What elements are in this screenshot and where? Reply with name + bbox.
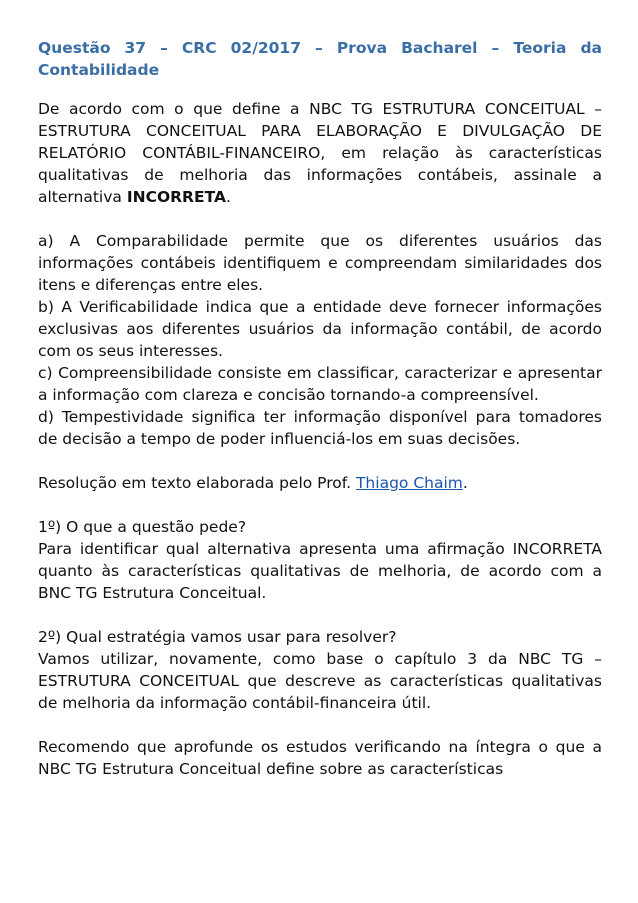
spacer [38, 450, 602, 472]
question-emphasis: INCORRETA [126, 188, 226, 206]
recommendation-text: Recomendo que aprofunde os estudos verificando na íntegra o que a NBC TG Estrutura Conceitual define sobre as características [38, 738, 602, 778]
resolution-prefix: Resolução em texto elaborada pelo Prof. [38, 474, 356, 492]
spacer [38, 604, 602, 626]
resolution-suffix: . [462, 474, 468, 492]
step1-body: Para identificar qual alternativa apresenta uma afirmação INCORRETA quanto às características qualitativas de melhoria, de acordo com a BNC TG Estrutura Conceitual. [38, 540, 602, 602]
spacer [38, 494, 602, 516]
spacer [38, 208, 602, 230]
author-link[interactable]: Thiago Chaim [355, 474, 463, 492]
question-text: De acordo com o que define a NBC TG ESTRUTURA CONCEITUAL – ESTRUTURA CONCEITUAL PARA ELABORAÇÃO E DIVULGAÇÃO DE RELATÓRIO CONTÁBIL-FINANCEIRO, em relação às características qualitativas de melhoria das informações contábeis, assinale a alternativa [38, 100, 602, 206]
spacer [38, 714, 602, 736]
option-b: b) A Verificabilidade indica que a entidade deve fornecer informações exclusivas aos diferentes usuários da informação contábil, de acordo com os seus interesses. [38, 298, 602, 360]
question-statement [38, 98, 602, 208]
option-d: d) Tempestividade significa ter informação disponível para tomadores de decisão a tempo de poder influenciá-los em suas decisões. [38, 408, 602, 448]
question-end: . [225, 188, 231, 206]
resolution-credit [38, 472, 602, 494]
step1-heading: 1º) O que a questão pede? [38, 518, 247, 536]
step2-heading: 2º) Qual estratégia vamos usar para resolver? [38, 628, 397, 646]
step2-body: Vamos utilizar, novamente, como base o capítulo 3 da NBC TG – ESTRUTURA CONCEITUAL que descreve as características qualitativas de melhoria da informação contábil-financeira útil. [38, 650, 602, 712]
option-a: a) A Comparabilidade permite que os diferentes usuários das informações contábeis identifiquem e compreendam similaridades dos itens e diferenças entre eles. [38, 232, 602, 294]
question-title: Questão 37 – CRC 02/2017 – Prova Bacharel – Teoria da Contabilidade [38, 39, 602, 79]
option-c: c) Compreensibilidade consiste em classificar, caracterizar e apresentar a informação com clareza e concisão tornando-a compreensível. [38, 364, 602, 404]
